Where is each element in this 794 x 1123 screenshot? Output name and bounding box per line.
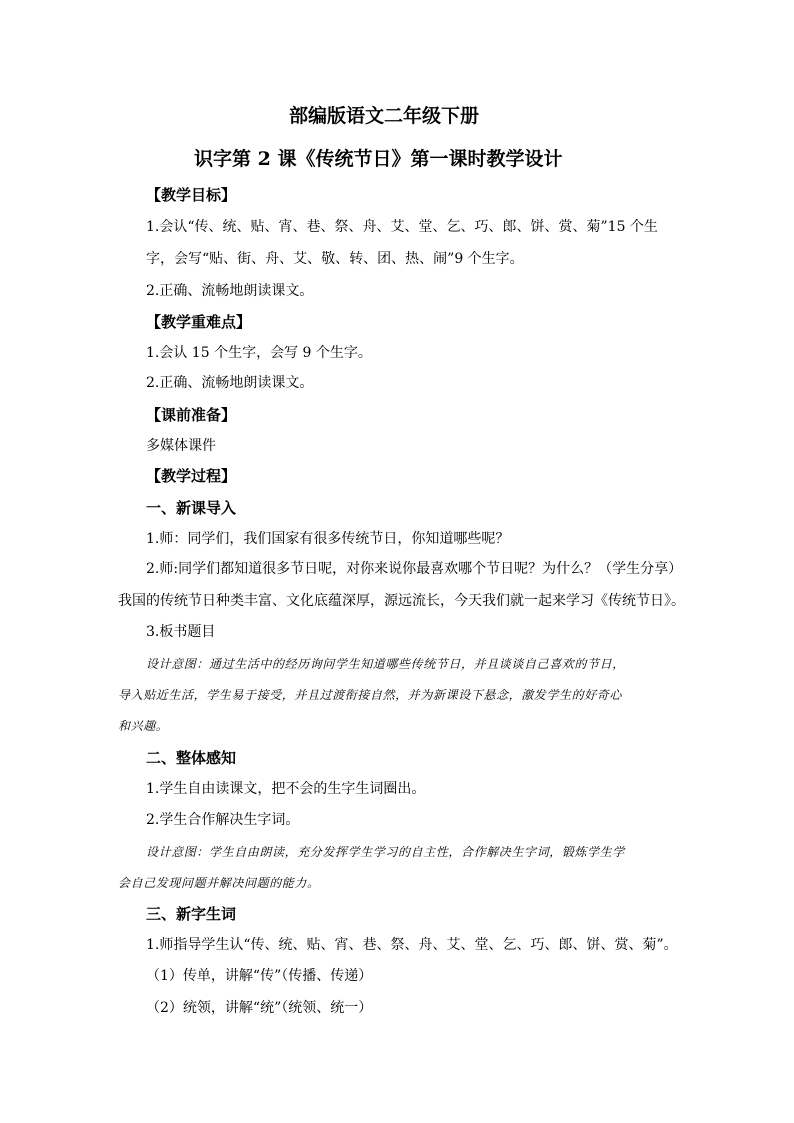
part2-heading: 二、整体感知 — [146, 749, 237, 767]
design-intent-1-line3: 和兴趣。 — [118, 719, 169, 733]
key-point-1: 1.会认 15 个生字，会写 9 个生字。 — [146, 345, 372, 361]
process-heading: 【教学过程】 — [146, 467, 237, 485]
key-point-2: 2.正确、流畅地朗读课文。 — [146, 375, 314, 391]
part1-step-1: 1.师：同学们，我们国家有很多传统节日，你知道哪些呢？ — [146, 531, 510, 547]
document-title: 部编版语文二年级下册 — [289, 105, 480, 127]
part3-substep-1: （1）传单，讲解“传”（传播、传递） — [146, 968, 373, 984]
part3-step-1: 1.师指导学生认“传、统、贴、宵、巷、祭、舟、艾、堂、乞、巧、郎、饼、赏、菊”。 — [146, 937, 678, 953]
design-intent-2-line2: 会自己发现问题并解决问题的能力。 — [118, 876, 320, 890]
design-intent-2: 设计意图：学生自由朗读，充分发挥学生学习的自主性，合作解决生字词，锻炼学生学 — [146, 845, 625, 859]
key-points-heading: 【教学重难点】 — [146, 313, 252, 331]
design-intent-1: 设计意图：通过生活中的经历询问学生知道哪些传统节日，并且谈谈自己喜欢的节日， — [146, 657, 625, 671]
goals-heading: 【教学目标】 — [146, 186, 237, 204]
preparation-heading: 【课前准备】 — [146, 406, 237, 424]
part2-step-1: 1.学生自由读课文，把不会的生字生词圈出。 — [146, 781, 426, 797]
goal-item-1-continued: 字，会写“贴、街、舟、艾、敬、转、团、热、闹”9 个生字。 — [146, 251, 524, 267]
part1-step-3: 3.板书题目 — [146, 624, 216, 640]
goal-item-2: 2.正确、流畅地朗读课文。 — [146, 283, 314, 299]
part1-step-2: 2.师:同学们都知道很多节日呢，对你来说你最喜欢哪个节日呢？为什么？（学生分享） — [146, 561, 683, 577]
part3-heading: 三、新字生词 — [146, 905, 237, 923]
part2-step-2: 2.学生合作解决生字词。 — [146, 812, 300, 828]
part1-heading: 一、新课导入 — [146, 499, 237, 517]
part1-step-2-continued: 我国的传统节日种类丰富、文化底蕴深厚，源远流长，今天我们就一起来学习《传统节日》。 — [118, 593, 685, 609]
preparation-item: 多媒体课件 — [146, 438, 216, 454]
design-intent-1-line2: 导入贴近生活，学生易于接受，并且过渡衔接自然，并为新课设下悬念，激发学生的好奇心 — [118, 688, 623, 702]
goal-item-1: 1.会认“传、统、贴、宵、巷、祭、舟、艾、堂、乞、巧、郎、饼、赏、菊”15 个生 — [146, 219, 658, 235]
part3-substep-2: （2）统领，讲解“统”（统领、统一） — [146, 1000, 373, 1016]
document-subtitle: 识字第 2 课《传统节日》第一课时教学设计 — [194, 148, 563, 170]
